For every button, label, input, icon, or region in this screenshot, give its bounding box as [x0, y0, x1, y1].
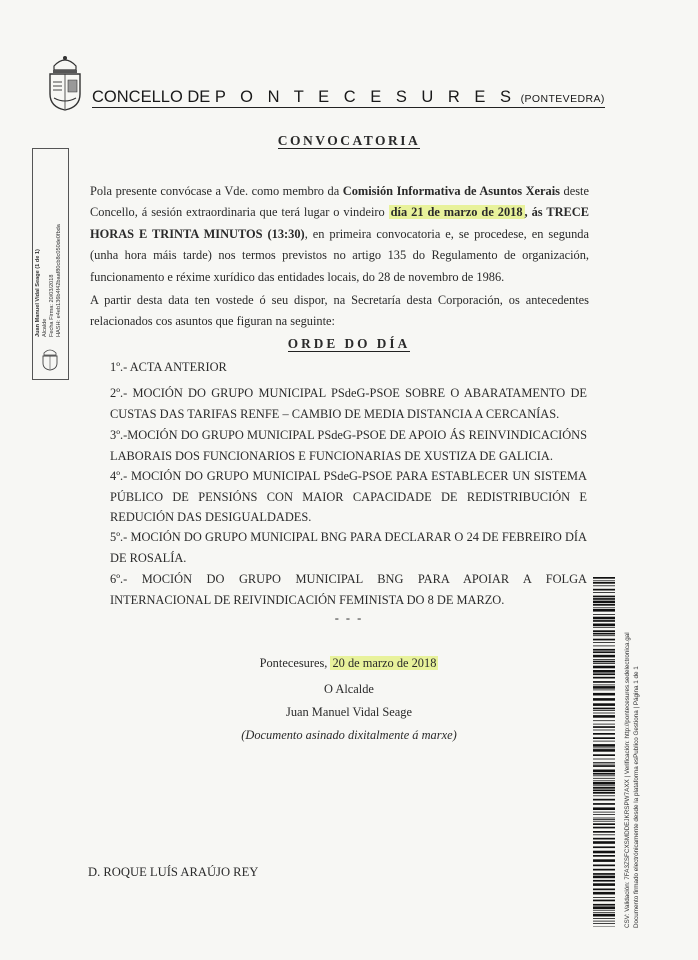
coat-of-arms-icon	[46, 52, 84, 112]
agenda-item: 5º.- MOCIÓN DO GRUPO MUNICIPAL BNG PARA DECLARAR O 24 DE FEBREIRO DÍA DE ROSALÍA.	[110, 530, 588, 565]
signature-line: Fecha Firma: 20/03/2018	[49, 274, 55, 337]
agenda-title: ORDE DO DÍA	[287, 336, 411, 351]
recipient-name: D. ROQUE LUÍS ARAÚJO REY	[88, 865, 259, 879]
agenda-item: 6º.- MOCIÓN DO GRUPO MUNICIPAL BNG PARA APOIAR A FOLGA INTERNACIONAL DE REIVINDICACIÓN FEMINISTA DO 8 DE MARZO.	[110, 572, 587, 607]
availability-paragraph: A partir desta data ten vostede ó seu dispor, na Secretaría desta Corporación, os antecedentes relacionados cos asuntos que figuran na seguinte:	[90, 293, 589, 329]
signature-line: Juan Manuel Vidal Seage (1 de 1)	[35, 249, 41, 337]
agenda-item: 1º.- ACTA ANTERIOR	[110, 360, 227, 374]
meeting-date-highlight: día 21 de marzo de 2018	[390, 205, 523, 220]
digital-signature-box	[32, 148, 69, 380]
closing-place-date: Pontecesures, 20 de marzo de 2018	[259, 656, 437, 670]
council-prefix: CONCELLO DE	[92, 88, 215, 106]
signature-line: Alcalde	[42, 318, 48, 337]
separator: - - -	[334, 611, 364, 625]
province-label: (PONTEVEDRA)	[520, 93, 605, 105]
signature-line: HASH: e4eb136b4f42baaf80cb8c050de0fbda	[56, 224, 62, 337]
digital-signature-note: (Documento asinado dixitalmente á marxe)	[241, 728, 457, 742]
signatory-role: O Alcalde	[324, 682, 374, 696]
signing-date-highlight: 20 de marzo de 2018	[332, 656, 437, 670]
seal-icon	[41, 347, 59, 371]
council-name: P O N T E C E S U R E S	[214, 88, 517, 106]
signatory-name: Juan Manuel Vidal Seage	[286, 705, 412, 719]
verification-line: Documento firmado electrónicamente desde la plataforma esPublico Gestiona | Página 1 de 1	[633, 666, 640, 928]
agenda-item: 4º.- MOCIÓN DO GRUPO MUNICIPAL PSdeG-PSOE PARA ESTABLECER UN SISTEMA PÚBLICO DE PENSIÓNS CON MAIOR CAPACIDADE DE REDISTRIBUCIÓN E REDUCIÓN DAS DESIGUALDADES.	[110, 469, 588, 525]
barcode-icon	[593, 577, 615, 927]
agenda-item: 3º.-MOCIÓN DO GRUPO MUNICIPAL PSdeG-PSOE DE APOIO ÁS REINVINDICACIÓNS LABORAIS DOS FUNCIONARIOS E FUNCIONARIAS DE XUSTIZA DE GALICIA.	[110, 428, 587, 463]
council-header	[92, 88, 605, 108]
convocation-paragraph: Pola presente convócase a Vde. como membro da Comisión Informativa de Asuntos Xerais deste Concello, á sesión extraordinaria que terá lugar o vindeiro día 21 de marzo de 2018 , ás TRECE HORAS E TRINTA MINUTOS (13:30), en primeira convocatoria e, se procedese, en segunda (unha hora máis tarde) nos termos previstos no artigo 135 do Regulamento de organización, funcionamento e réxime xurídico das entidades locais, do 28 de novembro de 1986.	[90, 184, 590, 284]
agenda-item: 2º.- MOCIÓN DO GRUPO MUNICIPAL PSdeG-PSOE SOBRE O ABARATAMENTO DE CUSTAS DAS TARIFAS RENFE – CAMBIO DE MEDIA DISTANCIA A CERCANÍAS.	[110, 386, 587, 421]
verification-line: CSV: Validación: 7FA3ZSFCXSMDDEJKRSPW7AXX | Verificación: http://pontecesures.sedelectronica.gal	[624, 632, 631, 928]
document-title: CONVOCATORIA	[277, 133, 421, 148]
